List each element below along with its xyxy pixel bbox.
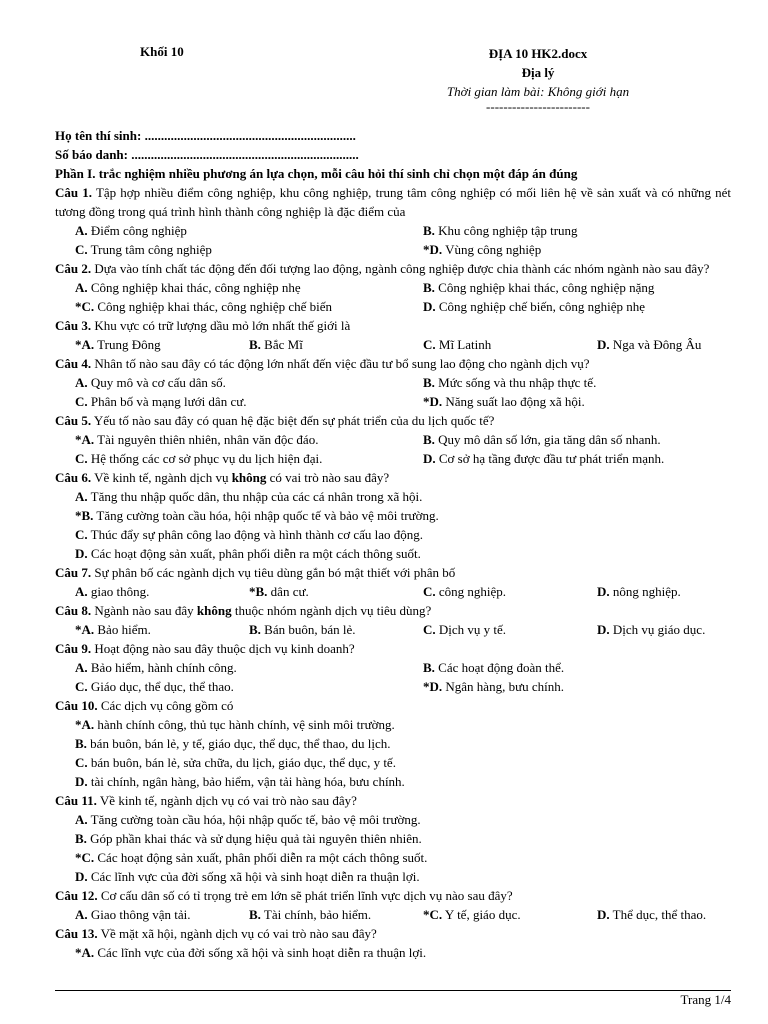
part-heading: Phần I. trắc nghiệm nhiều phương án lựa chọn, mỗi câu hỏi thí sinh chỉ chọn một đáp án đúng bbox=[55, 166, 578, 181]
option-a: *A. Tài nguyên thiên nhiên, nhân văn độc đáo. bbox=[75, 432, 319, 447]
option-d: D. Dịch vụ giáo dục. bbox=[597, 622, 706, 637]
question-12 bbox=[55, 886, 731, 905]
time-limit: Thời gian làm bài: Không giới hạn bbox=[446, 84, 630, 99]
option-d: D. Cơ sở hạ tầng được đầu tư phát triển mạnh. bbox=[423, 451, 665, 466]
question-8: Câu 8. Ngành nào sau đây không thuộc nhóm ngành dịch vụ tiêu dùng? bbox=[55, 603, 432, 618]
option-a: A. Giao thông vận tải. bbox=[75, 907, 191, 922]
option-d: D. Thể dục, thể thao. bbox=[597, 907, 707, 922]
options-q9 bbox=[55, 658, 731, 696]
option-b: B. Tài chính, bảo hiểm. bbox=[249, 907, 372, 922]
question-label: Câu 1. bbox=[55, 185, 93, 200]
question-label: Câu 13. bbox=[55, 926, 98, 941]
option-b: B. Mức sống và thu nhập thực tế. bbox=[423, 375, 597, 390]
options-q13 bbox=[55, 943, 731, 962]
option-d: D. Nga và Đông Âu bbox=[597, 337, 702, 352]
option-b: B. Các hoạt động đoàn thể. bbox=[423, 660, 565, 675]
option-d: *D. Năng suất lao động xã hội. bbox=[423, 394, 585, 409]
option-c: *C. Y tế, giáo dục. bbox=[423, 907, 521, 922]
options-q12 bbox=[55, 905, 731, 924]
option-a: *A. Bảo hiểm. bbox=[75, 622, 151, 637]
question-4 bbox=[55, 354, 731, 373]
document-header bbox=[55, 40, 731, 126]
option-a: A. Công nghiệp khai thác, công nghiệp nhẹ bbox=[75, 280, 301, 295]
footer-divider bbox=[55, 990, 731, 991]
option-c: *C. Các hoạt động sản xuất, phân phối diễn ra một cách thông suốt. bbox=[75, 850, 428, 865]
question-text: Nhân tố nào sau đây có tác động lớn nhất đến việc đầu tư bổ sung lao động cho ngành dịch vụ? bbox=[91, 356, 590, 371]
option-a: A. Bảo hiểm, hành chính công. bbox=[75, 660, 237, 675]
question-text: Sự phân bố các ngành dịch vụ tiêu dùng gắn bó mật thiết với phân bố bbox=[91, 565, 456, 580]
option-d: D. Công nghiệp chế biến, công nghiệp nhẹ bbox=[423, 299, 646, 314]
option-c: C. Trung tâm công nghiệp bbox=[75, 242, 212, 257]
options-q5 bbox=[55, 430, 731, 468]
question-6: Câu 6. Về kinh tế, ngành dịch vụ không có vai trò nào sau đây? bbox=[55, 470, 390, 485]
exam-info bbox=[373, 44, 703, 113]
option-d: D. nông nghiệp. bbox=[597, 584, 681, 599]
option-d: *D. Vùng công nghiệp bbox=[423, 242, 542, 257]
question-9 bbox=[55, 639, 731, 658]
option-a: A. Tăng cường toàn cầu hóa, hội nhập quốc tế, bảo vệ môi trường. bbox=[75, 812, 421, 827]
question-label: Câu 8. bbox=[55, 603, 92, 618]
question-label: Câu 3. bbox=[55, 318, 92, 333]
option-c: C. Mĩ Latinh bbox=[423, 337, 492, 352]
option-a: A. Quy mô và cơ cấu dân số. bbox=[75, 375, 226, 390]
option-b: B. Bắc Mĩ bbox=[249, 337, 303, 352]
option-b: B. Quy mô dân số lớn, gia tăng dân số nhanh. bbox=[423, 432, 661, 447]
option-c: C. công nghiệp. bbox=[423, 584, 507, 599]
option-c: C. Phân bố và mạng lưới dân cư. bbox=[75, 394, 247, 409]
options-q7 bbox=[55, 582, 731, 601]
option-a: A. Tăng thu nhập quốc dân, thu nhập của các cá nhân trong xã hội. bbox=[75, 489, 423, 504]
dash-separator: ------------------------ bbox=[486, 99, 590, 114]
option-c: C. Giáo dục, thể dục, thể thao. bbox=[75, 679, 234, 694]
option-b: *B. Tăng cường toàn cầu hóa, hội nhập quốc tế và bảo vệ môi trường. bbox=[75, 508, 439, 523]
question-text: Khu vực có trữ lượng dầu mỏ lớn nhất thế giới là bbox=[91, 318, 351, 333]
emphasis-negation: không bbox=[231, 470, 267, 485]
question-10 bbox=[55, 696, 731, 715]
question-text: Cơ cấu dân số có tỉ trọng trẻ em lớn sẽ phát triển lĩnh vực dịch vụ nào sau đây? bbox=[97, 888, 513, 903]
option-a: *A. Trung Đông bbox=[75, 337, 161, 352]
question-text: Về mặt xã hội, ngành dịch vụ có vai trò nào sau đây? bbox=[97, 926, 377, 941]
option-a: *A. hành chính công, thủ tục hành chính, vệ sinh môi trường. bbox=[75, 717, 395, 732]
option-d: *D. Ngân hàng, bưu chính. bbox=[423, 679, 564, 694]
question-label: Câu 2. bbox=[55, 261, 92, 276]
options-q4 bbox=[55, 373, 731, 411]
question-label: Câu 6. bbox=[55, 470, 92, 485]
question-label: Câu 10. bbox=[55, 698, 98, 713]
option-a: A. Điểm công nghiệp bbox=[75, 223, 187, 238]
options-q8 bbox=[55, 620, 731, 639]
option-b: *B. dân cư. bbox=[249, 584, 309, 599]
question-3 bbox=[55, 316, 731, 335]
option-c: C. bán buôn, bán lẻ, sửa chữa, du lịch, giáo dục, thể dục, y tế. bbox=[75, 755, 396, 770]
question-label: Câu 11. bbox=[55, 793, 97, 808]
question-text: Tập hợp nhiều điểm công nghiệp, khu công nghiệp, trung tâm công nghiệp có mối liên hệ về sản xuất và có những nét tương đồng trong quá trình hình thành công nghiệp là đặc điểm của bbox=[55, 185, 731, 219]
options-q11 bbox=[55, 810, 731, 886]
question-label: Câu 7. bbox=[55, 565, 92, 580]
option-c: C. Thúc đẩy sự phân công lao động và hình thành cơ cấu lao động. bbox=[75, 527, 423, 542]
options-q2 bbox=[55, 278, 731, 316]
question-text: Các dịch vụ công gồm có bbox=[97, 698, 234, 713]
document-page bbox=[55, 40, 731, 962]
question-text: Yếu tố nào sau đây có quan hệ đặc biệt đến sự phát triển của du lịch quốc tế? bbox=[91, 413, 495, 428]
question-text: Dựa vào tính chất tác động đến đối tượng lao động, ngành công nghiệp được chia thành các nhóm ngành nào sau đây? bbox=[91, 261, 710, 276]
question-13 bbox=[55, 924, 731, 943]
option-c: C. Dịch vụ y tế. bbox=[423, 622, 507, 637]
option-a: *A. Các lĩnh vực của đời sống xã hội và sinh hoạt diễn ra thuận lợi. bbox=[75, 945, 427, 960]
file-title: ĐỊA 10 HK2.docx bbox=[488, 46, 588, 61]
options-q6 bbox=[55, 487, 731, 563]
question-label: Câu 9. bbox=[55, 641, 92, 656]
student-id-line: Số báo danh: ...................................................................... bbox=[55, 147, 359, 162]
question-5 bbox=[55, 411, 731, 430]
option-d: D. Các hoạt động sản xuất, phân phối diễn ra một cách thông suốt. bbox=[75, 546, 421, 561]
option-b: B. Bán buôn, bán lẻ. bbox=[249, 622, 356, 637]
question-2 bbox=[55, 259, 731, 278]
emphasis-negation: không bbox=[196, 603, 232, 618]
option-b: B. bán buôn, bán lẻ, y tế, giáo dục, thể dục, thể thao, du lịch. bbox=[75, 736, 391, 751]
option-b: B. Công nghiệp khai thác, công nghiệp nặng bbox=[423, 280, 655, 295]
option-a: A. giao thông. bbox=[75, 584, 150, 599]
options-q1 bbox=[55, 221, 731, 259]
question-text: Hoạt động nào sau đây thuộc dịch vụ kinh doanh? bbox=[91, 641, 355, 656]
option-c: *C. Công nghiệp khai thác, công nghiệp chế biến bbox=[75, 299, 333, 314]
options-q10 bbox=[55, 715, 731, 791]
question-11 bbox=[55, 791, 731, 810]
option-d: D. tài chính, ngân hàng, bảo hiểm, vận tải hàng hóa, bưu chính. bbox=[75, 774, 405, 789]
question-1 bbox=[55, 183, 731, 221]
question-text: Về kinh tế, ngành dịch vụ có vai trò nào sau đây? bbox=[96, 793, 357, 808]
student-name-line: Họ tên thí sinh: ................................................................. bbox=[55, 128, 356, 143]
grade-label: Khối 10 bbox=[140, 44, 184, 59]
subject-title: Địa lý bbox=[521, 65, 555, 80]
question-label: Câu 12. bbox=[55, 888, 98, 903]
option-d: D. Các lĩnh vực của đời sống xã hội và sinh hoạt diễn ra thuận lợi. bbox=[75, 869, 420, 884]
option-b: B. Góp phần khai thác và sử dụng hiệu quả tài nguyên thiên nhiên. bbox=[75, 831, 422, 846]
question-label: Câu 5. bbox=[55, 413, 92, 428]
question-label: Câu 4. bbox=[55, 356, 92, 371]
option-c: C. Hệ thống các cơ sở phục vụ du lịch hiện đại. bbox=[75, 451, 323, 466]
page-number: Trang 1/4 bbox=[680, 992, 731, 1007]
options-q3 bbox=[55, 335, 731, 354]
option-b: B. Khu công nghiệp tập trung bbox=[423, 223, 578, 238]
question-7 bbox=[55, 563, 731, 582]
